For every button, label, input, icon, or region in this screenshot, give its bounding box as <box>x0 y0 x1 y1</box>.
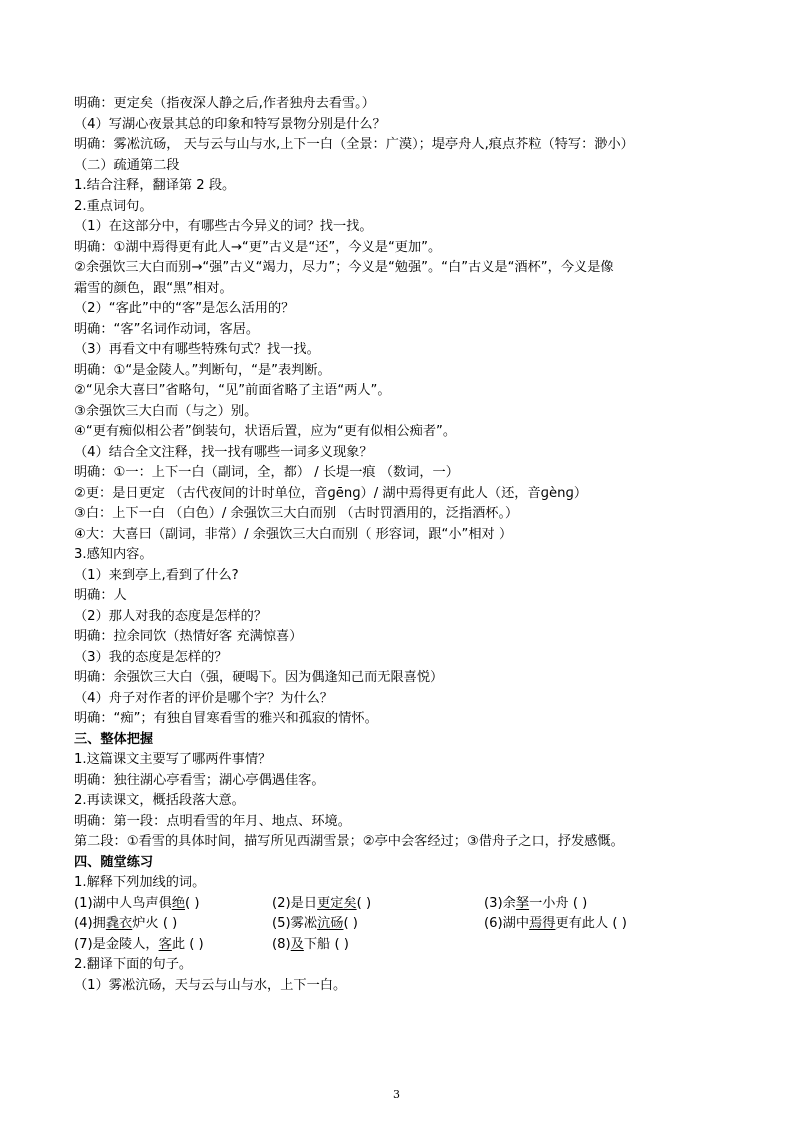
text-line: ③余强饮三大白而（与之）别。 <box>74 403 258 419</box>
text-line: （4）写湖心夜景其总的印象和特写景物分别是什么？ <box>74 116 386 132</box>
text-line: ④“更有痴似相公者”倒装句，状语后置，应为“更有似相公痴者”。 <box>74 424 457 439</box>
text-line: 1.解释下列加线的词。 <box>74 875 206 890</box>
exercise-item: (2)是日更定矣( ) <box>272 895 372 911</box>
text-line: ②更：是日更定 （古代夜间的计时单位，音ɡēnɡ）/ 湖中焉得更有此人（还，音ɡènɡ） <box>74 485 588 501</box>
exercise-item: (7)是金陵人，客此 ( ) <box>74 936 204 952</box>
text-line: 明确：①湖中焉得更有此人→“更”古义是“还”，今义是“更加”。 <box>74 239 442 255</box>
document-body <box>74 94 734 996</box>
text-line: 霜雪的颜色，跟“黑”相对。 <box>74 280 233 296</box>
text-line: ④大：大喜曰（副词，非常）/ 余强饮三大白而别（ 形容词，跟“小”相对 ） <box>74 526 513 542</box>
exercise-item: (6)湖中焉得更有此人 ( ) <box>484 916 627 931</box>
text-line: （3）我的态度是怎样的？ <box>74 649 228 665</box>
section-heading: 四、随堂练习 <box>74 854 154 870</box>
text-line: （1）在这部分中，有哪些古今异义的词？找一找。 <box>74 219 373 234</box>
text-line: （1）雾凇沆砀，天与云与山与水，上下一白。 <box>74 977 347 993</box>
exercise-item: (3)余拏一小舟 ( ) <box>484 895 588 911</box>
text-line: 3.感知内容。 <box>74 547 153 562</box>
text-line: 明确：人 <box>74 588 127 603</box>
text-line: （二）疏通第二段 <box>74 157 180 173</box>
exercise-item: (8)及下船 ( ) <box>272 936 349 952</box>
text-line: ③白：上下一白 （白色）/ 余强饮三大白而别 （古时罚酒用的，泛指酒杯。） <box>74 506 519 521</box>
exercise-row <box>74 914 734 935</box>
text-line: 明确：①“是金陵人。”判断句，“是”表判断。 <box>74 362 331 378</box>
exercise-item: (5)雾凇沆砀( ) <box>272 916 358 931</box>
text-line: 第二段：①看雪的具体时间，描写所见西湖雪景；②亭中会客经过；③借舟子之口，抒发感慨。 <box>74 834 624 849</box>
exercise-item: (4)拥毳衣炉火 ( ) <box>74 916 178 931</box>
exercise-row <box>74 894 734 915</box>
text-line: 2.翻译下面的句子。 <box>74 957 193 972</box>
text-line: （2）“客此”中的“客”是怎么活用的？ <box>74 301 295 316</box>
text-line: 明确：拉余同饮（热情好客 充满惊喜） <box>74 629 303 644</box>
text-line: （3）再看文中有哪些特殊句式？找一找。 <box>74 342 320 357</box>
text-line: ②余强饮三大白而别→“强”古义“竭力，尽力”；今义是“勉强”。“白”古义是“酒杯”，今义是像 <box>74 260 614 275</box>
text-line: 1.结合注释，翻译第 2 段。 <box>74 178 236 193</box>
page-number: 3 <box>393 1088 400 1101</box>
text-line: （1）来到亭上,看到了什么? <box>74 567 239 583</box>
text-line: 明确：“痴”；有独自冒寒看雪的雅兴和孤寂的情怀。 <box>74 711 378 726</box>
text-line: ②“见余大喜曰”省略句，“见”前面省略了主语“两人”。 <box>74 383 391 398</box>
exercise-item: (1)湖中人鸟声俱绝( ) <box>74 895 200 911</box>
section-heading: 三、整体把握 <box>74 731 154 747</box>
exercise-row <box>74 935 734 956</box>
text-line: 2.再读课文，概括段落大意。 <box>74 793 245 808</box>
text-line: （2）那人对我的态度是怎样的？ <box>74 608 268 624</box>
text-line: 2.重点词句。 <box>74 198 153 214</box>
text-line: 明确：更定矣（指夜深人静之后,作者独舟去看雪。） <box>74 96 375 111</box>
text-line: （4）结合全文注释，找一找有哪些一词多义现象？ <box>74 444 373 460</box>
text-line: 明确：余强饮三大白（强，硬喝下。因为偶逢知己而无限喜悦） <box>74 670 444 685</box>
text-line: 明确：独往湖心亭看雪；湖心亭偶遇佳客。 <box>74 772 325 788</box>
text-line: （4）舟子对作者的评价是哪个字？为什么？ <box>74 690 333 706</box>
text-line: 明确：第一段：点明看雪的年月、地点、环境。 <box>74 813 351 829</box>
text-line: 明确：“客”名词作动词，客居。 <box>74 321 260 337</box>
text-line: 明确：①一：上下一白（副词，全，都） / 长堤一痕 （数词，一） <box>74 465 459 480</box>
text-line: 1.这篇课文主要写了哪两件事情？ <box>74 752 272 767</box>
text-line: 明确：雾凇沆砀， 天与云与山与水,上下一白（全景：广漠）；堤亭舟人,痕点芥粒（特写：渺小） <box>74 137 634 152</box>
